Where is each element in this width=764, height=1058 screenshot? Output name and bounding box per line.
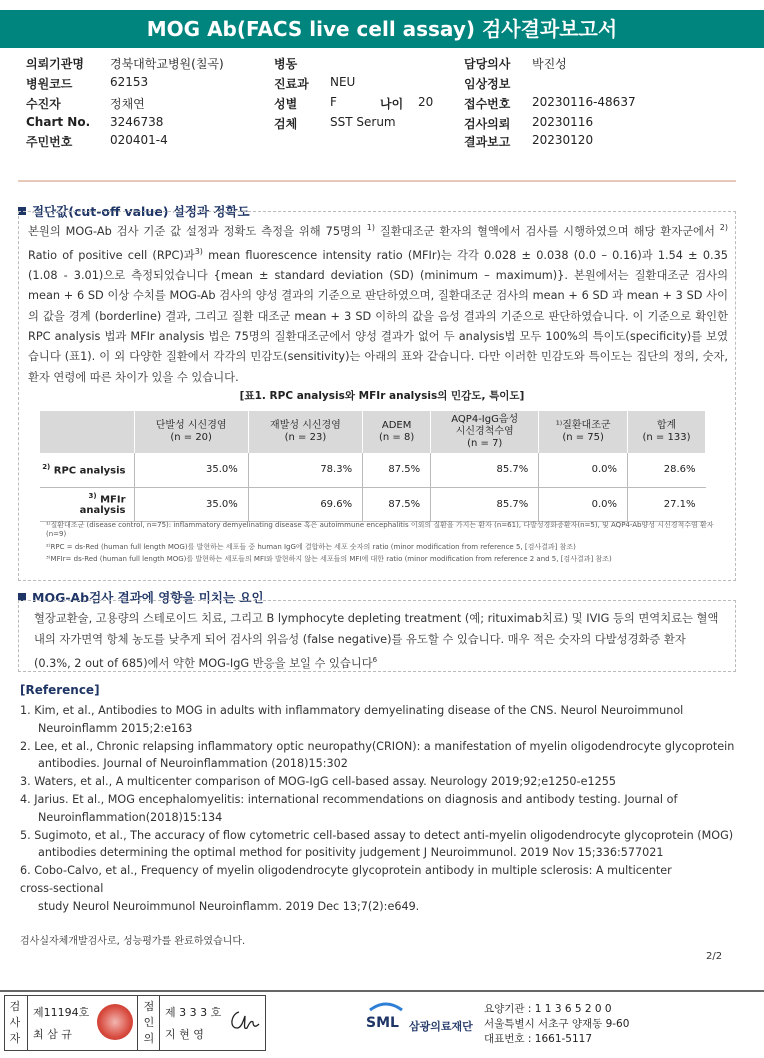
table-cell: 0.0% (539, 453, 628, 487)
factors-paragraph (34, 609, 724, 674)
header-value: 20230116 (532, 115, 594, 129)
table-header: ¹⁾질환대조군 (n = 75) (539, 411, 628, 453)
reference-item: 4. Jarius. Et al., MOG encephalomyelitis: international recommendations on diagnosis and antibody testing. Journal of (20, 792, 678, 806)
table-cell: 87.5% (363, 487, 431, 521)
sig-label: 검사자 (9, 1000, 21, 1045)
header-value: 62153 (110, 75, 149, 89)
header-value: 정채연 (110, 97, 145, 111)
header-label: 의뢰기관명 (26, 57, 84, 71)
para-text: 질환대조군 환자의 혈액에서 검사를 시행하였으며 해당 환자군에서 (374, 224, 720, 238)
table-cell: 85.7% (431, 453, 539, 487)
table-caption: [표1. RPC analysis와 MFIr analysis의 민감도, 특이도] (239, 390, 525, 402)
para-text: mean fluorescence intensity ratio (MFIr)는 각각 0.028 ± 0.038 (0.0 – 0.16)과 1.54 ± 0.35 (1.08 - 3.01)으로 측정되었습니다 {mean ± standard deviation (SD) (minimum – maximum)}. 본원에서는 질환대조군 검사의 mean + 6 SD 이상 수치를 MOG-Ab 검사의 양성 결과의 기준으로 판단하였으며, 질환대조군 검사의 mean + 6 SD 과 mean + 3 SD 사이의 값을 경계 (borderline) 결과, 그리고 질환 대조군 mean + 3 SD 이하의 값을 음성 결과의 기준으로 판단하였습니다. 이 기준으로 확인한 RPC analysis 법과 MFIr analysis 법은 75명의 질환대조군에서 양성 결과가 없어 두 analysis법 모두 100%의 특이도(specificity)를 보였습니다 (표1). 이 외 다양한 질환에서 각각의 민감도(sensitivity)는 아래의 표와 같습니다. 다만 이러한 민감도와 특이도는 집단의 정의, 숫자, 환자 연령에 따른 차이가 있을 수 있습니다. (28, 248, 728, 384)
reference-item: 5. Sugimoto, et al., The accuracy of flow cytometric cell-based assay to detect anti-myelin oligodendrocyte glycoprotein (MOG) (20, 828, 734, 842)
table-corner (40, 411, 134, 453)
table-header: 단발성 시신경염 (n = 20) (134, 411, 248, 453)
header-label: 진료과 (274, 77, 309, 91)
org-name: 삼광의료재단 (409, 1020, 473, 1033)
table-row (40, 453, 706, 487)
header-value: NEU (330, 75, 356, 89)
footnote-ref: 6 (372, 656, 378, 664)
age-label: 나이 (380, 97, 404, 111)
age-value: 20 (418, 95, 434, 109)
header-label: 결과보고 (464, 135, 511, 149)
report-title: MOG Ab(FACS live cell assay) 검사결과보고서 (0, 10, 764, 48)
signer-name: 지 현 영 (165, 1028, 204, 1041)
lab-info (484, 1002, 629, 1047)
lab-info-line: 요양기관 : 1 1 3 6 5 2 0 0 (484, 1003, 612, 1015)
table-cell: 69.6% (248, 487, 362, 521)
header-label: 담당의사 (464, 57, 511, 71)
reference-item: antibodies determining the optimal method for positivity judgement J Neuroimmunol. 2019 Nov 15;336:577021 (38, 846, 664, 860)
reference-item: antibodies. Journal of Neuroinflammation (2018)15:302 (38, 757, 348, 771)
footnote-ref: 2) (719, 223, 728, 232)
header-label: 접수번호 (464, 97, 511, 111)
cutoff-paragraph (28, 218, 728, 388)
header-value: 20230120 (532, 133, 594, 147)
header-value: 경북대학교병원(칠곡) (110, 57, 224, 71)
lab-info-line: 서울특별시 서초구 양재동 9-60 (484, 1018, 630, 1030)
header-label: 병원코드 (26, 77, 73, 91)
table-footnote: ³⁾MFIr= ds-Red (human full length MOG)를 발현하는 세포들의 MFI와 발현하지 않는 세포들의 MFI에 대한 ratio (minor modification from reference 2 and 5, [검사결과] 참조) (46, 555, 612, 563)
header-label: 검체 (274, 117, 298, 131)
lab-info-line: 대표번호 : 1661-5117 (484, 1033, 593, 1045)
header-value: 20230116-48637 (532, 95, 636, 109)
table-cell: 35.0% (134, 453, 248, 487)
reference-item: Neuroinflamm 2015;2:e163 (38, 721, 193, 735)
row-label: $^{3)}$ MFIr analysis (40, 487, 134, 521)
para-text: 혈장교환술, 고용량의 스테로이드 치료, 그리고 B lymphocyte depleting treatment (예; rituximab치료) 및 IVIG 등의 면역치료는 혈액 내의 자가면역 항체 농도를 낮추게 되어 검사의 위음성 (false negative)를 유도할 수 있습니다. 매우 적은 숫자의 다발성경화증 환자 (0.3%, 2 out of 685)에서 약한 MOG-IgG 반응을 보일 수 있습니다 (34, 612, 719, 670)
reference-item: 6. Cobo-Calvo, et al., Frequency of myelin oligodendrocyte glycoprotein antibody in multiple sclerosis: A multicenter (20, 864, 672, 878)
header-label: 병동 (274, 57, 298, 71)
table-cell: 78.3% (248, 453, 362, 487)
sensitivity-table (40, 411, 706, 522)
table-header: ADEM (n = 8) (363, 411, 431, 453)
sml-logo-icon (364, 1000, 408, 1030)
table-footnote: ¹⁾질환대조군 (disease control, n=75): inflammatory demyelinating disease 혹은 autoimmune encephalitis 이외의 질환을 가지는 환자 (n=61), 다발성경화증환자(n=5), 및 AQP4-Ab양성 시신경척수염 환자(n=9) (46, 521, 714, 538)
row-label: $^{2)}$ RPC analysis (40, 453, 134, 487)
signature-icon (227, 1006, 261, 1036)
table-cell: 87.5% (363, 453, 431, 487)
divider (159, 996, 160, 1050)
header-label: 수진자 (26, 97, 61, 111)
header-label: 임상정보 (464, 77, 511, 91)
header-label: 주민번호 (26, 135, 73, 149)
references-heading: [Reference] (20, 683, 100, 697)
table-cell: 27.1% (628, 487, 706, 521)
license-number: 제11194호 (33, 1006, 90, 1019)
svg-text:SML: SML (366, 1015, 399, 1030)
patient-header (26, 55, 746, 155)
table-footnote: ²⁾RPC = ds-Red (human full length MOG)를 발현하는 세포들 중 human IgG에 결합하는 세포 숫자의 ratio (minor modification from reference 5, [검사결과] 참조) (46, 543, 576, 551)
footer-divider (0, 990, 764, 992)
para-text: 본원의 MOG-Ab 검사 기준 값 설정과 정확도 측정을 위해 75명의 (28, 224, 367, 238)
validation-note: 검사실자체개발검사로, 성능평가를 완료하였습니다. (20, 936, 246, 947)
header-value: SST Serum (330, 115, 396, 129)
license-number: 제 3 3 3 호 (165, 1006, 222, 1019)
signer-name: 최 삼 규 (33, 1028, 72, 1041)
signature-block (4, 995, 266, 1051)
reference-item: 3. Waters, et al., A multicenter comparison of MOG-IgG cell-based assay. Neurology 2019;92;e1250-e1255 (20, 775, 616, 789)
table-header: 재발성 시신경염 (n = 23) (248, 411, 362, 453)
header-label: 성별 (274, 97, 298, 111)
para-text: Ratio of positive cell (RPC)과 (28, 248, 195, 262)
header-value: 박진성 (532, 57, 567, 71)
table-cell: 85.7% (431, 487, 539, 521)
page-number: 2/2 (706, 951, 723, 962)
table-header: AQP4-IgG음성 시신경척수염 (n = 7) (431, 411, 539, 453)
divider (137, 996, 138, 1050)
footnote-ref: 1) (366, 223, 375, 232)
header-value: 020401-4 (110, 133, 168, 147)
header-value: F (330, 95, 337, 109)
seal-stamp-icon (97, 1004, 133, 1040)
header-value: 3246738 (110, 115, 164, 129)
table-cell: 28.6% (628, 453, 706, 487)
section-heading-text: MOG-Ab검사 결과에 영향을 미치는 요인 (32, 590, 264, 605)
reference-item: study Neurol Neuroimmunol Neuroinflamm. 2019 Dec 13;7(2):e649. (38, 899, 420, 913)
header-label: 검사의뢰 (464, 117, 511, 131)
divider (27, 996, 28, 1050)
table-header: 합계 (n = 133) (628, 411, 706, 453)
header-label: Chart No. (26, 115, 91, 129)
table-cell: 35.0% (134, 487, 248, 521)
reference-item: 1. Kim, et al., Antibodies to MOG in adults with inflammatory demyelinating disease of the CNS. Neurol Neuroimmunol (20, 704, 684, 717)
table-row (40, 487, 706, 521)
section-heading-text: 절단값(cut-off value) 설정과 정확도 (32, 204, 250, 219)
table-cell: 0.0% (539, 487, 628, 521)
reference-item: 2. Lee, et al., Chronic relapsing inflammatory optic neuropathy(CRION): a manifestation of myelin oligodendrocyte glycoprotein (20, 739, 735, 753)
footnote-ref: 3) (194, 247, 203, 257)
reference-item: cross-sectional (20, 881, 104, 895)
sig-label: 점인의 (143, 1000, 155, 1045)
references-list (20, 702, 740, 916)
divider (18, 180, 736, 182)
reference-item: Neuroinflammation(2018)15:134 (38, 810, 223, 824)
